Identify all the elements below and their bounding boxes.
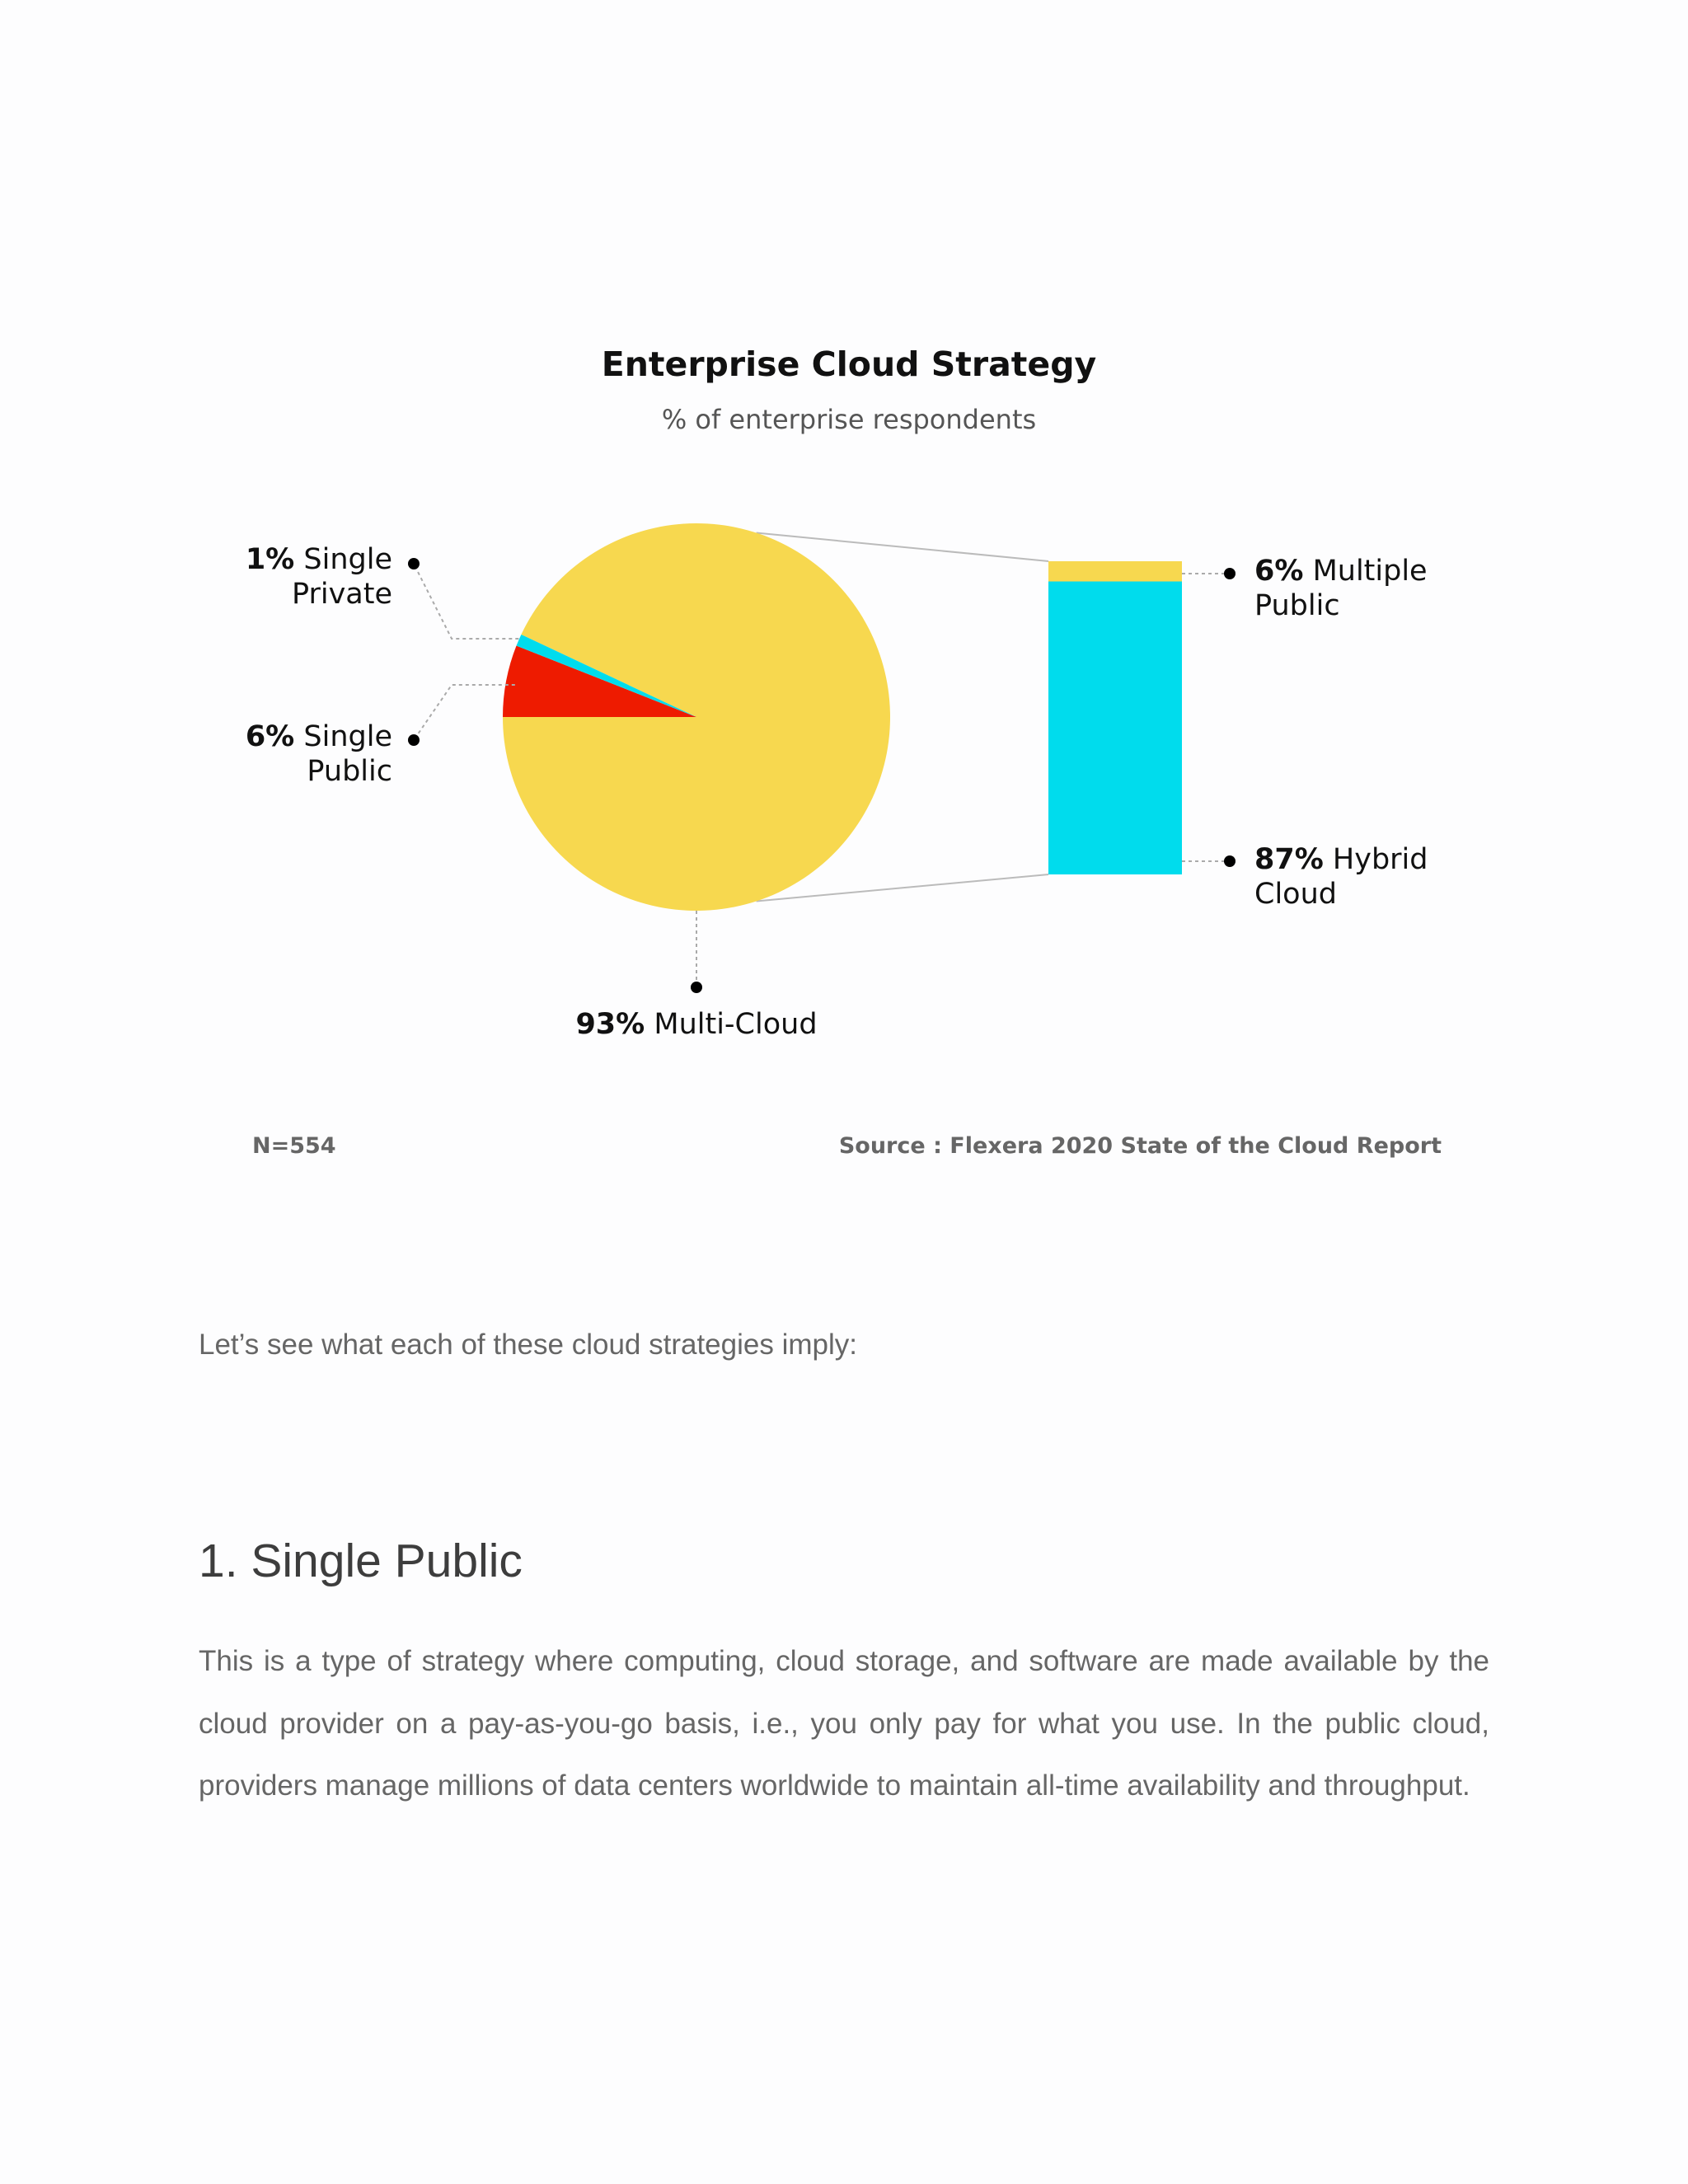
dot-single-public bbox=[408, 734, 420, 746]
label-single-private: 1% Single bbox=[245, 543, 392, 576]
dot-hybrid-cloud bbox=[1224, 855, 1236, 867]
section-paragraph: This is a type of strategy where computing, cloud storage, and software are made available by the cloud provider on a pay-as-you-go basis, i.e., you only pay for what you use. In the public cloud, providers manage millions of data centers worldwide to maintain all-time availability and throughput. bbox=[199, 1645, 1489, 1802]
leader-single-private bbox=[414, 564, 518, 639]
label-multi-cloud: 93% Multi-Cloud bbox=[575, 1008, 818, 1041]
label-single-public-line2: Public bbox=[307, 755, 392, 788]
sample-size: N=554 bbox=[252, 1133, 336, 1159]
bar-segment-hybrid-cloud bbox=[1048, 582, 1182, 874]
bar-segment-multiple-public bbox=[1048, 561, 1182, 582]
chart-source: Source : Flexera 2020 State of the Cloud Report bbox=[838, 1133, 1442, 1159]
chart-subtitle: % of enterprise respondents bbox=[661, 404, 1037, 435]
label-multiple-public-line2: Public bbox=[1254, 589, 1340, 622]
label-multiple-public: 6% Multiple bbox=[1254, 555, 1428, 588]
dot-multi-cloud bbox=[691, 982, 702, 993]
pie-slices bbox=[503, 523, 890, 911]
label-hybrid-cloud: 87% Hybrid bbox=[1254, 843, 1428, 876]
label-single-private-line2: Private bbox=[291, 578, 392, 611]
chart-title: Enterprise Cloud Strategy bbox=[601, 344, 1097, 384]
intro-text: Let’s see what each of these cloud strategies imply: bbox=[199, 1329, 857, 1361]
dot-single-private bbox=[408, 558, 420, 569]
multi-cloud-breakdown-bar bbox=[1048, 561, 1182, 874]
section-heading: 1. Single Public bbox=[199, 1535, 523, 1587]
leader-single-public bbox=[414, 685, 515, 740]
label-single-public: 6% Single bbox=[245, 720, 392, 753]
dot-multiple-public bbox=[1224, 568, 1236, 579]
pie-slice-multi-cloud bbox=[503, 523, 890, 911]
label-hybrid-cloud-line2: Cloud bbox=[1254, 878, 1337, 911]
